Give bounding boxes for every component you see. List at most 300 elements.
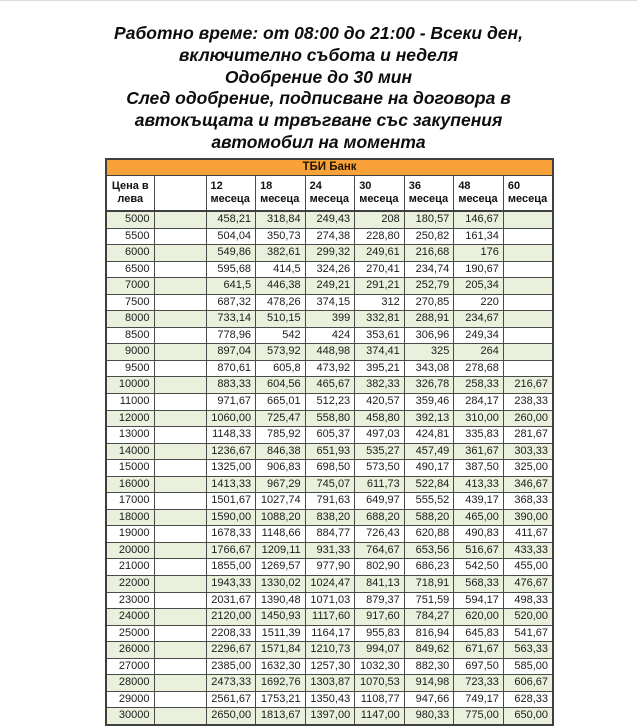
payment-cell: 1257,30 — [305, 658, 355, 675]
empty-cell — [154, 476, 206, 493]
table-row — [106, 460, 553, 477]
payment-cell: 374,41 — [355, 344, 405, 361]
payment-cell — [503, 327, 553, 344]
payment-cell: 510,15 — [256, 311, 306, 328]
payment-cell: 784,27 — [404, 609, 454, 626]
payment-cell: 220 — [454, 294, 504, 311]
payment-cell: 931,33 — [305, 542, 355, 559]
table-row — [106, 708, 553, 725]
payment-cell: 733,14 — [206, 311, 256, 328]
payment-cell: 465,00 — [454, 509, 504, 526]
payment-cell: 620,00 — [454, 609, 504, 626]
payment-cell: 1148,33 — [206, 427, 256, 444]
title-line-working-hours: Работно време: от 08:00 до 21:00 - Всеки ден, — [114, 23, 523, 43]
payment-cell: 176 — [454, 245, 504, 262]
payment-cell: 1117,60 — [305, 609, 355, 626]
payment-cell: 687,32 — [206, 294, 256, 311]
payment-cell — [503, 278, 553, 295]
payment-cell: 260,00 — [503, 410, 553, 427]
payment-cell: 541,67 — [503, 625, 553, 642]
table-row — [106, 344, 553, 361]
empty-cell — [154, 278, 206, 295]
payment-cell: 250,82 — [404, 228, 454, 245]
payment-cell: 1027,74 — [256, 493, 306, 510]
payment-cell: 516,67 — [454, 542, 504, 559]
payment-cell: 914,98 — [404, 675, 454, 692]
payment-cell: 216,68 — [404, 245, 454, 262]
payment-cell: 1060,00 — [206, 410, 256, 427]
payment-cell: 838,20 — [305, 509, 355, 526]
payment-cell: 1678,33 — [206, 526, 256, 543]
payment-cell: 270,85 — [404, 294, 454, 311]
payment-cell: 324,26 — [305, 261, 355, 278]
payment-cell: 264 — [454, 344, 504, 361]
payment-cell: 433,33 — [503, 542, 553, 559]
payment-cell: 1236,67 — [206, 443, 256, 460]
price-cell: 22000 — [106, 576, 154, 593]
table-row — [106, 642, 553, 659]
payment-cell: 594,17 — [454, 592, 504, 609]
price-cell: 20000 — [106, 542, 154, 559]
empty-cell — [154, 542, 206, 559]
payment-cell — [503, 360, 553, 377]
payment-cell: 542 — [256, 327, 306, 344]
payment-cell: 2473,33 — [206, 675, 256, 692]
price-cell: 19000 — [106, 526, 154, 543]
payment-cell: 563,33 — [503, 642, 553, 659]
price-cell: 29000 — [106, 691, 154, 708]
payment-cell: 234,74 — [404, 261, 454, 278]
table-row — [106, 211, 553, 228]
payment-cell: 424,81 — [404, 427, 454, 444]
price-cell: 25000 — [106, 625, 154, 642]
table-row — [106, 327, 553, 344]
table-row — [106, 675, 553, 692]
payment-cell: 512,23 — [305, 394, 355, 411]
payment-cell: 775,00 — [454, 708, 504, 725]
price-cell: 26000 — [106, 642, 154, 659]
empty-cell — [154, 327, 206, 344]
payment-cell: 585,00 — [503, 658, 553, 675]
payment-cell: 332,81 — [355, 311, 405, 328]
empty-cell — [154, 609, 206, 626]
payment-cell: 725,47 — [256, 410, 306, 427]
payment-cell: 1390,48 — [256, 592, 306, 609]
payment-cell: 906,83 — [256, 460, 306, 477]
payment-cell: 413,33 — [454, 476, 504, 493]
price-cell: 15000 — [106, 460, 154, 477]
payment-cell: 249,43 — [305, 211, 355, 228]
payment-cell — [503, 311, 553, 328]
payment-cell: 335,83 — [454, 427, 504, 444]
price-cell: 5500 — [106, 228, 154, 245]
payment-cell: 439,17 — [454, 493, 504, 510]
col-header-24-months: 24 месеца — [305, 176, 355, 212]
payment-cell: 180,57 — [404, 211, 454, 228]
title-line-approval: Одобрение до 30 мин — [224, 66, 413, 87]
payment-cell: 284,17 — [454, 394, 504, 411]
empty-cell — [154, 211, 206, 228]
empty-cell — [154, 642, 206, 659]
payment-cell: 504,04 — [206, 228, 256, 245]
empty-cell — [154, 526, 206, 543]
payment-cell: 611,73 — [355, 476, 405, 493]
payment-cell: 498,33 — [503, 592, 553, 609]
payment-cell: 228,80 — [355, 228, 405, 245]
payment-cell: 1088,20 — [256, 509, 306, 526]
payment-cell: 238,33 — [503, 394, 553, 411]
top-edge-line — [0, 0, 637, 1]
financing-table-body — [106, 211, 553, 725]
empty-cell — [154, 394, 206, 411]
payment-cell — [503, 261, 553, 278]
payment-cell: 446,38 — [256, 278, 306, 295]
payment-cell: 785,92 — [256, 427, 306, 444]
payment-cell: 718,91 — [404, 576, 454, 593]
table-row — [106, 509, 553, 526]
payment-cell — [503, 228, 553, 245]
payment-cell: 458,80 — [355, 410, 405, 427]
payment-cell: 883,33 — [206, 377, 256, 394]
payment-cell: 216,67 — [503, 377, 553, 394]
price-cell: 9000 — [106, 344, 154, 361]
col-header-48-months: 48 месеца — [454, 176, 504, 212]
payment-cell: 1397,00 — [305, 708, 355, 725]
price-cell: 10000 — [106, 377, 154, 394]
table-row — [106, 691, 553, 708]
payment-cell — [503, 245, 553, 262]
table-row — [106, 658, 553, 675]
empty-cell — [154, 427, 206, 444]
payment-cell: 146,67 — [454, 211, 504, 228]
payment-cell: 382,61 — [256, 245, 306, 262]
price-cell: 6500 — [106, 261, 154, 278]
empty-cell — [154, 675, 206, 692]
payment-cell: 278,68 — [454, 360, 504, 377]
price-cell: 8000 — [106, 311, 154, 328]
empty-cell — [154, 691, 206, 708]
payment-cell: 791,63 — [305, 493, 355, 510]
table-row — [106, 360, 553, 377]
payment-cell: 1303,87 — [305, 675, 355, 692]
payment-cell: 1943,33 — [206, 576, 256, 593]
col-header-36-months: 36 месеца — [404, 176, 454, 212]
col-header-30-months: 30 месеца — [355, 176, 405, 212]
payment-cell: 686,23 — [404, 559, 454, 576]
table-row — [106, 493, 553, 510]
payment-cell: 955,83 — [355, 625, 405, 642]
table-row — [106, 394, 553, 411]
payment-cell: 967,29 — [256, 476, 306, 493]
payment-cell: 465,67 — [305, 377, 355, 394]
empty-cell — [154, 311, 206, 328]
empty-cell — [154, 294, 206, 311]
payment-cell: 399 — [305, 311, 355, 328]
price-cell: 5000 — [106, 211, 154, 228]
empty-cell — [154, 460, 206, 477]
payment-cell: 641,5 — [206, 278, 256, 295]
payment-cell: 849,62 — [404, 642, 454, 659]
payment-cell: 249,34 — [454, 327, 504, 344]
payment-cell: 549,86 — [206, 245, 256, 262]
payment-cell: 274,38 — [305, 228, 355, 245]
empty-cell — [154, 377, 206, 394]
payment-cell: 457,49 — [404, 443, 454, 460]
title-line-dealership: автокъщата и трвъгване със закупения — [134, 110, 503, 131]
payment-cell: 573,92 — [256, 344, 306, 361]
payment-cell: 1813,67 — [256, 708, 306, 725]
payment-cell: 1571,84 — [256, 642, 306, 659]
payment-cell: 1070,53 — [355, 675, 405, 692]
price-cell: 23000 — [106, 592, 154, 609]
price-cell: 12000 — [106, 410, 154, 427]
payment-cell: 605,37 — [305, 427, 355, 444]
payment-cell: 558,80 — [305, 410, 355, 427]
payment-cell: 205,34 — [454, 278, 504, 295]
financing-table — [105, 158, 554, 726]
payment-cell: 994,07 — [355, 642, 405, 659]
empty-cell — [154, 509, 206, 526]
payment-cell: 490,83 — [454, 526, 504, 543]
payment-cell: 455,00 — [503, 559, 553, 576]
price-cell: 18000 — [106, 509, 154, 526]
payment-cell: 977,90 — [305, 559, 355, 576]
price-cell: 17000 — [106, 493, 154, 510]
payment-cell — [503, 211, 553, 228]
empty-cell — [154, 493, 206, 510]
payment-cell: 971,67 — [206, 394, 256, 411]
empty-cell — [154, 360, 206, 377]
payment-cell: 1501,67 — [206, 493, 256, 510]
payment-cell: 1766,67 — [206, 542, 256, 559]
payment-cell — [503, 344, 553, 361]
payment-cell: 698,50 — [305, 460, 355, 477]
payment-cell: 411,67 — [503, 526, 553, 543]
payment-cell: 605,8 — [256, 360, 306, 377]
table-row — [106, 294, 553, 311]
price-cell: 9500 — [106, 360, 154, 377]
title-line-weekend: включително събота и неделя — [178, 44, 459, 65]
table-row — [106, 245, 553, 262]
payment-cell: 595,68 — [206, 261, 256, 278]
payment-cell: 697,50 — [454, 658, 504, 675]
empty-cell — [154, 625, 206, 642]
payment-cell: 671,67 — [454, 642, 504, 659]
table-row — [106, 261, 553, 278]
payment-cell: 395,21 — [355, 360, 405, 377]
payment-cell: 359,46 — [404, 394, 454, 411]
payment-cell: 306,96 — [404, 327, 454, 344]
payment-cell: 628,33 — [503, 691, 553, 708]
payment-cell: 1511,39 — [256, 625, 306, 642]
table-row — [106, 377, 553, 394]
bank-header-row — [106, 159, 553, 176]
price-cell: 8500 — [106, 327, 154, 344]
payment-cell: 535,27 — [355, 443, 405, 460]
payment-cell: 980,33 — [404, 708, 454, 725]
payment-cell: 1350,43 — [305, 691, 355, 708]
table-row — [106, 427, 553, 444]
empty-cell — [154, 592, 206, 609]
empty-cell — [154, 344, 206, 361]
payment-cell: 620,88 — [404, 526, 454, 543]
table-row — [106, 559, 553, 576]
payment-cell: 497,03 — [355, 427, 405, 444]
price-cell: 7500 — [106, 294, 154, 311]
payment-cell: 778,96 — [206, 327, 256, 344]
payment-cell: 258,33 — [454, 377, 504, 394]
payment-cell: 573,50 — [355, 460, 405, 477]
payment-cell: 745,07 — [305, 476, 355, 493]
payment-cell: 234,67 — [454, 311, 504, 328]
payment-cell: 303,33 — [503, 443, 553, 460]
page-title — [0, 23, 637, 154]
price-cell: 24000 — [106, 609, 154, 626]
payment-cell: 473,92 — [305, 360, 355, 377]
payment-cell: 161,34 — [454, 228, 504, 245]
col-header-12-months: 12 месеца — [206, 176, 256, 212]
payment-cell: 2650,00 — [206, 708, 256, 725]
empty-cell — [154, 559, 206, 576]
payment-cell: 897,04 — [206, 344, 256, 361]
payment-cell: 1692,76 — [256, 675, 306, 692]
payment-cell: 1632,30 — [256, 658, 306, 675]
payment-cell: 1269,57 — [256, 559, 306, 576]
payment-cell: 270,41 — [355, 261, 405, 278]
payment-cell: 604,56 — [256, 377, 306, 394]
payment-cell: 846,38 — [256, 443, 306, 460]
payment-cell: 1590,00 — [206, 509, 256, 526]
bank-name-header: ТБИ Банк — [106, 159, 553, 176]
payment-cell: 1164,17 — [305, 625, 355, 642]
empty-cell — [154, 443, 206, 460]
payment-cell: 2031,67 — [206, 592, 256, 609]
payment-cell: 326,78 — [404, 377, 454, 394]
price-cell: 13000 — [106, 427, 154, 444]
payment-cell: 312 — [355, 294, 405, 311]
payment-cell: 1024,47 — [305, 576, 355, 593]
payment-cell: 2561,67 — [206, 691, 256, 708]
payment-cell: 588,20 — [404, 509, 454, 526]
payment-cell: 606,67 — [503, 675, 553, 692]
table-row — [106, 476, 553, 493]
payment-cell: 879,37 — [355, 592, 405, 609]
payment-cell: 2208,33 — [206, 625, 256, 642]
empty-cell — [154, 658, 206, 675]
payment-cell: 353,61 — [355, 327, 405, 344]
empty-cell — [154, 228, 206, 245]
payment-cell: 1413,33 — [206, 476, 256, 493]
price-cell: 21000 — [106, 559, 154, 576]
payment-cell: 555,52 — [404, 493, 454, 510]
payment-cell: 424 — [305, 327, 355, 344]
payment-cell: 688,20 — [355, 509, 405, 526]
payment-cell: 1210,73 — [305, 642, 355, 659]
table-row — [106, 609, 553, 626]
payment-cell: 917,60 — [355, 609, 405, 626]
payment-cell — [503, 294, 553, 311]
payment-cell: 751,59 — [404, 592, 454, 609]
payment-cell: 325 — [404, 344, 454, 361]
payment-cell: 2385,00 — [206, 658, 256, 675]
col-header-price: Цена в лева — [106, 176, 154, 212]
payment-cell: 1855,00 — [206, 559, 256, 576]
payment-cell: 1450,93 — [256, 609, 306, 626]
payment-cell: 249,61 — [355, 245, 405, 262]
payment-cell: 2120,00 — [206, 609, 256, 626]
payment-cell: 368,33 — [503, 493, 553, 510]
payment-cell: 1108,77 — [355, 691, 405, 708]
payment-cell: 249,21 — [305, 278, 355, 295]
payment-cell: 816,94 — [404, 625, 454, 642]
payment-cell: 568,33 — [454, 576, 504, 593]
price-cell: 7000 — [106, 278, 154, 295]
payment-cell: 420,57 — [355, 394, 405, 411]
payment-cell: 802,90 — [355, 559, 405, 576]
payment-cell: 350,73 — [256, 228, 306, 245]
payment-cell: 665,01 — [256, 394, 306, 411]
payment-cell: 1071,03 — [305, 592, 355, 609]
empty-cell — [154, 245, 206, 262]
payment-cell: 325,00 — [503, 460, 553, 477]
payment-cell: 476,67 — [503, 576, 553, 593]
payment-cell: 392,13 — [404, 410, 454, 427]
payment-cell: 542,50 — [454, 559, 504, 576]
payment-cell: 645,83 — [454, 625, 504, 642]
payment-cell: 651,93 — [305, 443, 355, 460]
payment-cell: 390,00 — [503, 509, 553, 526]
payment-cell: 1148,66 — [256, 526, 306, 543]
price-cell: 6000 — [106, 245, 154, 262]
payment-cell: 382,33 — [355, 377, 405, 394]
col-header-18-months: 18 месеца — [256, 176, 306, 212]
payment-cell: 522,84 — [404, 476, 454, 493]
payment-cell: 1209,11 — [256, 542, 306, 559]
col-header-60-months: 60 месеца — [503, 176, 553, 212]
col-header-empty — [154, 176, 206, 212]
payment-cell: 764,67 — [355, 542, 405, 559]
payment-cell: 490,17 — [404, 460, 454, 477]
empty-cell — [154, 708, 206, 725]
table-row — [106, 410, 553, 427]
payment-cell: 387,50 — [454, 460, 504, 477]
price-cell: 11000 — [106, 394, 154, 411]
payment-cell: 310,00 — [454, 410, 504, 427]
table-row — [106, 526, 553, 543]
payment-cell: 1330,02 — [256, 576, 306, 593]
payment-cell: 884,77 — [305, 526, 355, 543]
payment-cell: 343,08 — [404, 360, 454, 377]
price-cell: 30000 — [106, 708, 154, 725]
payment-cell: 346,67 — [503, 476, 553, 493]
table-row — [106, 278, 553, 295]
payment-cell: 299,32 — [305, 245, 355, 262]
payment-cell: 291,21 — [355, 278, 405, 295]
table-row — [106, 228, 553, 245]
empty-cell — [154, 576, 206, 593]
title-line-car-now: автомобил на момента — [211, 131, 426, 152]
payment-cell: 723,33 — [454, 675, 504, 692]
payment-cell: 252,79 — [404, 278, 454, 295]
payment-cell: 749,17 — [454, 691, 504, 708]
payment-cell: 649,97 — [355, 493, 405, 510]
title-line-after-approval: След одобрение, подписване на договора в — [126, 88, 511, 109]
price-cell: 27000 — [106, 658, 154, 675]
payment-cell: 478,26 — [256, 294, 306, 311]
payment-cell: 1147,00 — [355, 708, 405, 725]
empty-cell — [154, 261, 206, 278]
payment-cell: 947,66 — [404, 691, 454, 708]
